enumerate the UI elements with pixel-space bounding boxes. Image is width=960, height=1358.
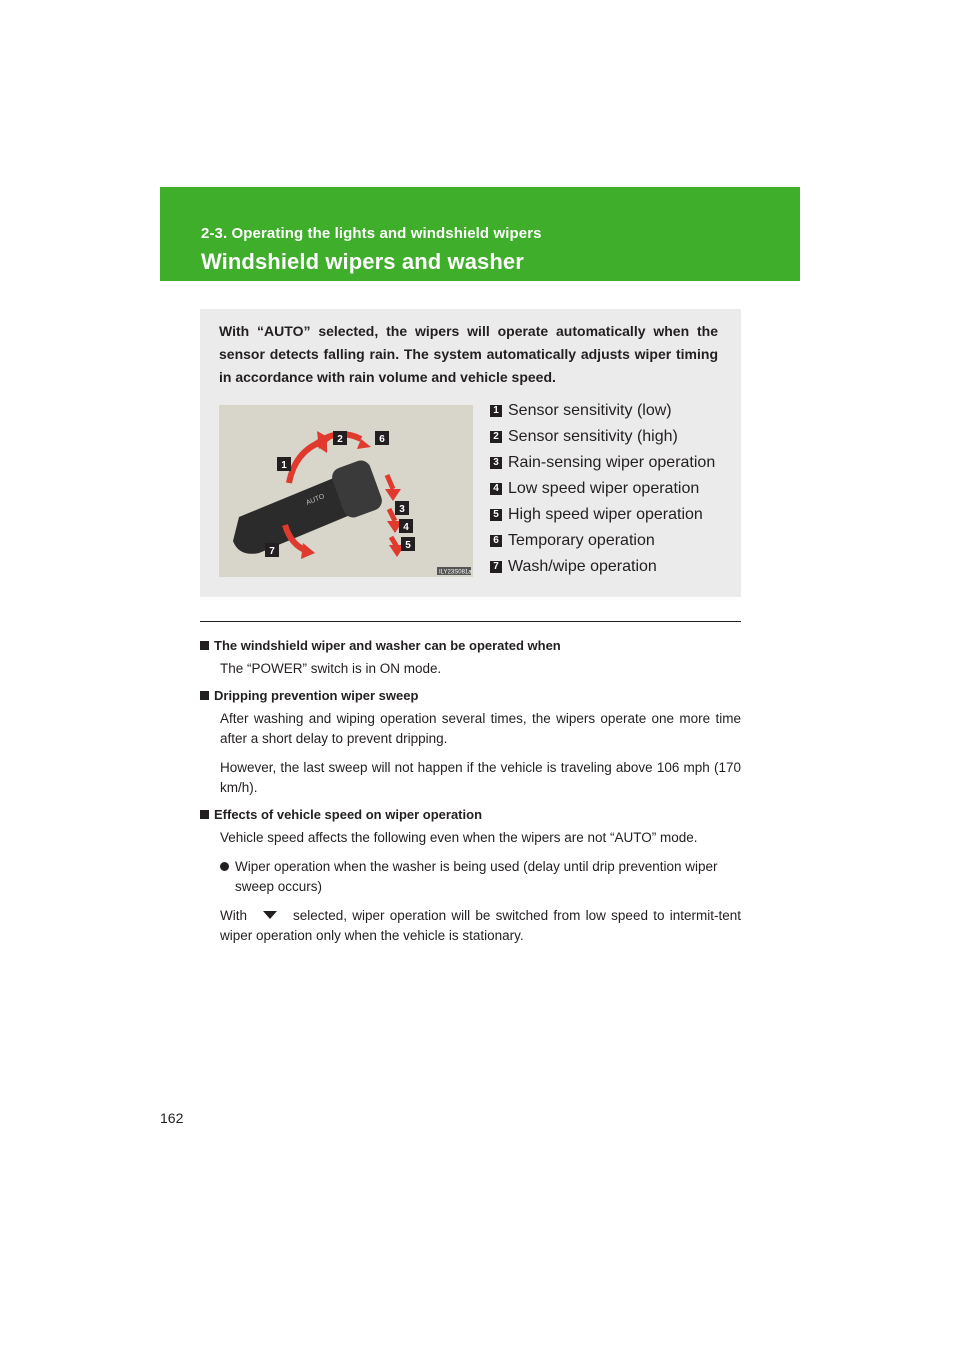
tail-text: selected, wiper operation will be switched from low speed to intermit-tent wiper operation only when the vehicle is stationary. [220,908,741,944]
svg-text:3: 3 [399,504,405,515]
section-label: 2-3. Operating the lights and windshield wipers [201,225,542,242]
callout-item [490,554,730,580]
callout-number: 1 [490,405,502,417]
callout-item [490,476,730,502]
callout-number: 6 [490,535,502,547]
callout-label: Low speed wiper operation [508,480,700,497]
callout-item [490,424,730,450]
section-divider [200,621,741,622]
section-header [160,187,800,281]
square-bullet-icon [200,691,209,700]
wiper-lever-photo [219,405,473,577]
note-heading-text: The windshield wiper and washer can be operated when [214,638,561,653]
callout-item [490,528,730,554]
note-paragraph: The “POWER” switch is in ON mode. [220,661,442,676]
note-heading-text: Dripping prevention wiper sweep [214,688,419,703]
svg-text:7: 7 [269,546,275,557]
wiper-lever-illustration [219,405,473,577]
note-paragraph: Vehicle speed affects the following even when the wipers are not “AUTO” mode. [220,830,698,845]
square-bullet-icon [200,810,209,819]
page-number: 162 [160,1110,184,1126]
note-heading [200,688,741,703]
callout-list [490,398,730,580]
note-paragraph: However, the last sweep will not happen if the vehicle is traveling above 106 mph (170 km/h). [220,760,741,795]
note-paragraph [220,906,741,946]
square-bullet-icon [200,641,209,650]
callout-item [490,502,730,528]
callout-item [490,450,730,476]
callout-number: 7 [490,561,502,573]
list-item-text: Wiper operation when the washer is being used (delay until drip prevention wiper sweep occurs) [235,859,718,894]
svg-text:6: 6 [379,434,385,445]
callout-item [490,398,730,424]
callout-number: 5 [490,509,502,521]
callout-number: 2 [490,431,502,443]
info-box [200,309,741,597]
page-title: Windshield wipers and washer [201,249,524,274]
callout-label: High speed wiper operation [508,506,703,523]
figure-code: ILY23S081a [439,569,472,576]
callout-number: 4 [490,483,502,495]
callout-label: Rain-sensing wiper operation [508,454,716,471]
note-heading-text: Effects of vehicle speed on wiper operation [214,807,483,822]
round-bullet-icon [220,862,229,871]
callout-label: Wash/wipe operation [508,558,657,575]
list-item [220,857,741,897]
svg-text:5: 5 [405,540,411,551]
svg-text:2: 2 [337,434,343,445]
note-heading [200,807,741,822]
callout-label: Sensor sensitivity (high) [508,428,678,445]
callout-label: Sensor sensitivity (low) [508,402,672,419]
intro-text: With “AUTO” selected, the wipers will operate automatically when the sensor detects falling rain. The system automatically adjusts wiper timing in accordance with rain volume and vehicle speed. [219,323,718,385]
svg-text:4: 4 [403,522,409,533]
callout-number: 3 [490,457,502,469]
notes-section [200,638,741,955]
note-heading [200,638,741,653]
lever-auto-mark: AUTO [305,493,326,507]
with-text: With [220,908,247,923]
triangle-down-icon [247,906,293,926]
callout-label: Temporary operation [508,532,655,549]
note-paragraph: After washing and wiping operation several times, the wipers operate one more time after a short delay to prevent dripping. [220,711,741,746]
svg-text:1: 1 [281,460,287,471]
